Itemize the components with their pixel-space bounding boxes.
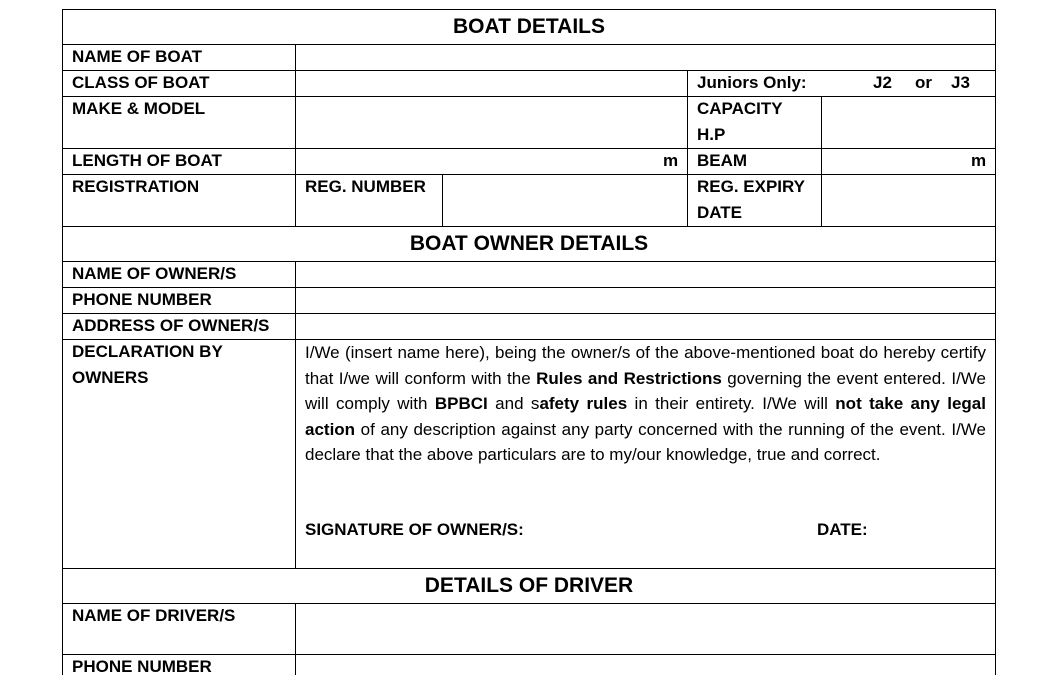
row-line	[62, 9, 996, 10]
label-beam: BEAM	[697, 151, 748, 170]
label-declaration-by: DECLARATION BY	[72, 342, 223, 361]
label-name-of-driver: NAME OF DRIVER/S	[72, 606, 236, 625]
label-owner-address: ADDRESS OF OWNER/S	[72, 316, 270, 335]
field-owner-signature[interactable]	[535, 518, 805, 544]
label-juniors-only: Juniors Only:	[697, 73, 807, 92]
field-owner-phone[interactable]	[296, 288, 995, 313]
label-reg-expiry-date: DATE	[697, 203, 743, 222]
field-reg-number[interactable]	[443, 175, 687, 226]
row-line	[62, 226, 996, 227]
section-title-driver-details: DETAILS OF DRIVER	[424, 574, 634, 597]
section-title-owner-details: BOAT OWNER DETAILS	[409, 232, 649, 255]
label-reg-expiry: REG. EXPIRY	[697, 177, 806, 196]
label-class-of-boat: CLASS OF BOAT	[72, 73, 210, 92]
label-make-model: MAKE & MODEL	[72, 99, 206, 118]
label-name-of-owner: NAME OF OWNER/S	[72, 264, 237, 283]
label-capacity: CAPACITY	[697, 99, 783, 118]
field-owner-address[interactable]	[296, 314, 995, 339]
field-capacity[interactable]	[822, 97, 995, 148]
field-beam[interactable]	[822, 149, 995, 174]
label-owner-phone: PHONE NUMBER	[72, 290, 212, 309]
field-class-of-boat[interactable]	[296, 71, 687, 96]
label-registration: REGISTRATION	[72, 177, 200, 196]
option-j3[interactable]: J3	[951, 73, 970, 92]
field-make-model[interactable]	[296, 97, 687, 148]
field-signature-date[interactable]	[875, 518, 990, 544]
row-line	[62, 568, 996, 569]
field-name-of-driver[interactable]	[296, 604, 995, 654]
label-hp: H.P	[697, 125, 726, 144]
label-declaration-owners: OWNERS	[72, 368, 149, 387]
declaration-text: I/We (insert name here), being the owner/s of the above-mentioned boat do hereby certify that I/we will conform with the Rules and Restrictions governing the event entered. I/We will comply with BPBCI and safety rules in their entirety. I/We will not take any legal action of any description against any party concerned with the running of the event. I/We declare that the above particulars are to my/our knowledge, true and correct.	[305, 343, 986, 464]
label-reg-number: REG. NUMBER	[305, 177, 426, 196]
field-length-of-boat[interactable]	[296, 149, 687, 174]
field-name-of-owner[interactable]	[296, 262, 995, 287]
label-name-of-boat: NAME OF BOAT	[72, 47, 203, 66]
field-name-of-boat[interactable]	[296, 45, 995, 70]
option-j2[interactable]: J2	[873, 73, 892, 92]
field-reg-expiry[interactable]	[822, 175, 995, 226]
label-or: or	[915, 73, 932, 92]
label-driver-phone: PHONE NUMBER	[72, 657, 212, 676]
label-signature-of-owner: SIGNATURE OF OWNER/S:	[305, 520, 524, 539]
section-title-boat-details: BOAT DETAILS	[452, 15, 606, 38]
col-line	[687, 70, 688, 226]
unit-beam-m: m	[971, 151, 987, 170]
field-driver-phone[interactable]	[296, 655, 995, 675]
unit-length-m: m	[663, 151, 679, 170]
label-signature-date: DATE:	[817, 520, 868, 539]
label-length-of-boat: LENGTH OF BOAT	[72, 151, 222, 170]
